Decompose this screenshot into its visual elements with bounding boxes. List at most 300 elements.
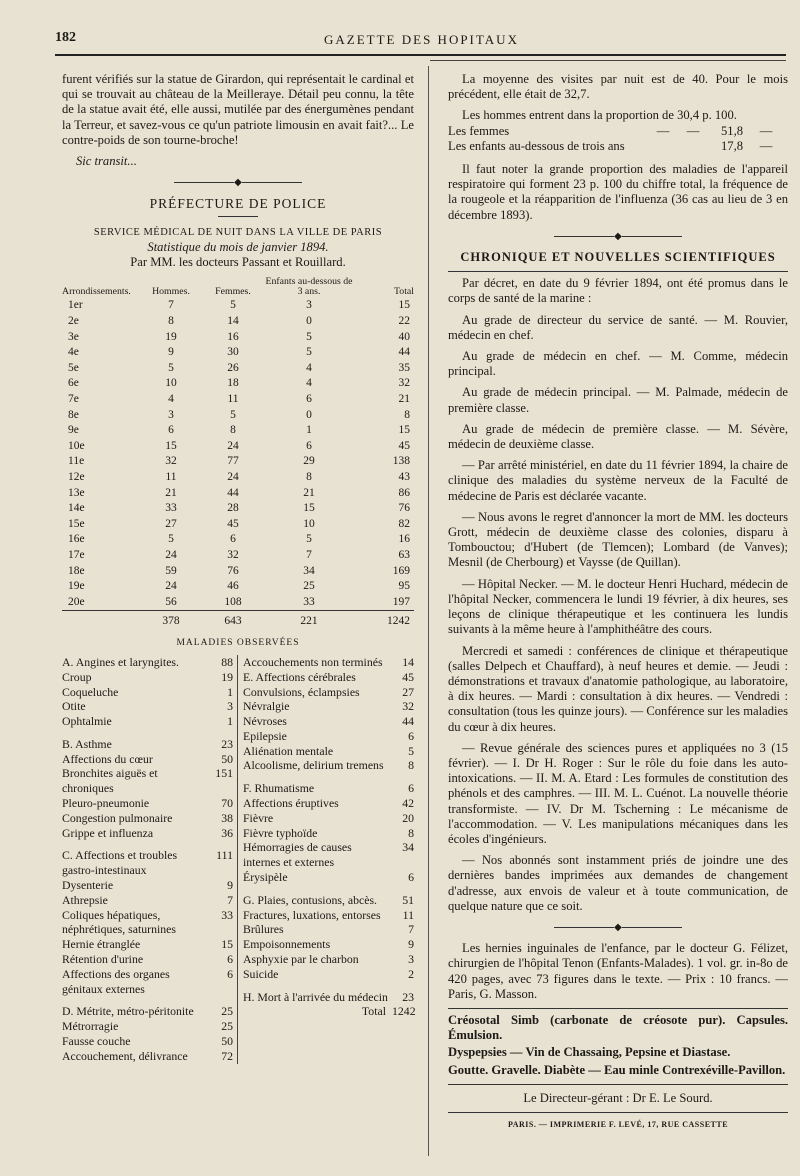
disease-name: Empoisonnements: [243, 937, 331, 952]
list-item: [243, 796, 414, 811]
table-row: [62, 517, 414, 533]
disease-name: F. Rhumatisme: [243, 781, 315, 796]
disease-count: 9: [227, 878, 233, 893]
chronique-title: CHRONIQUE ET NOUVELLES SCIENTIFIQUES: [460, 250, 776, 265]
paragraph: Mercredi et samedi : conférences de clinique et thérapeutique (salles Delpech et Chauffard), à neuf heures et demie. — Jeudi : démonstrations et travaux d'anatomie pathologique, au laboratoire, à dix heures. — Mardi : consultation à dix heures. — Vendredi : consultation (tous les quinze jours). — Conférence sur les maladies du cœur à dix heures.: [448, 643, 788, 734]
disease-count: 36: [221, 825, 233, 840]
disease-name: A. Angines et laryngites.: [62, 654, 179, 669]
disease-count: 3: [408, 952, 414, 967]
table-cell: 3: [168, 408, 174, 421]
list-item: [243, 908, 414, 923]
table-cell: 13e: [68, 486, 85, 499]
table-cell: 169: [392, 564, 410, 577]
list-item: [62, 699, 233, 714]
proportion-cell: Les femmes: [448, 123, 510, 138]
rule: [448, 271, 788, 272]
disease-count: 51: [402, 892, 414, 907]
disease-name: Ophtalmie: [62, 714, 112, 729]
disease-name: Hémorragies de causes internes et externes: [243, 840, 352, 870]
table-cell: 76: [227, 564, 239, 577]
table-cell: 32: [227, 548, 239, 561]
list-item: [62, 1004, 233, 1019]
table-row: [62, 423, 414, 439]
disease-count: 44: [402, 714, 414, 729]
table-cell: 6: [306, 392, 312, 405]
disease-count: 7: [408, 922, 414, 937]
table-cell: 25: [303, 580, 315, 593]
header-rule-secondary: [430, 60, 786, 61]
disease-count: 6: [227, 966, 233, 981]
disease-count: 25: [221, 1004, 233, 1019]
authors-line: Par MM. les docteurs Passant et Rouillard.: [130, 255, 346, 270]
table-cell: 12e: [68, 470, 85, 483]
paragraph: Il faut noter la grande proportion des maladies de l'appareil respiratoire qui forment 23 p. 100 du chiffre total, la fréquence de la rougeole et la réapparition de l'influenza (36 cas au lieu de 3 en décembre 1893).: [448, 162, 788, 222]
disease-count: 14: [402, 654, 414, 669]
list-item: [62, 766, 233, 796]
disease-name: Fièvre: [243, 810, 274, 825]
paragraph: — Par arrêté ministériel, en date du 11 février 1894, la chaire de clinique des maladies du système nerveux de la Faculté de médecine de Paris est déclarée vacante.: [448, 458, 788, 503]
table-cell: 8e: [68, 408, 79, 421]
table-cell: 1er: [68, 299, 83, 312]
disease-name: Fractures, luxations, entorses: [243, 907, 381, 922]
table-cell: 15: [398, 299, 410, 312]
list-item: [243, 729, 414, 744]
table-cell: 1242: [354, 611, 414, 630]
table-cell: 24: [165, 580, 177, 593]
table-cell: 22: [398, 315, 410, 328]
disease-count: 50: [221, 1034, 233, 1049]
disease-count: 6: [227, 952, 233, 967]
list-item: [243, 699, 414, 714]
table-cell: 40: [398, 330, 410, 343]
disease-name: Brûlures: [243, 922, 284, 937]
table-cell: 7e: [68, 392, 79, 405]
ornament-divider: ◆: [448, 229, 788, 244]
disease-count: 34: [402, 840, 414, 855]
list-item: [62, 908, 233, 938]
intro-end: Sic transit...: [76, 154, 137, 169]
table-cell: 5e: [68, 361, 79, 374]
table-cell: 14: [227, 315, 239, 328]
disease-name: H. Mort à l'arrivée du médecin: [243, 989, 388, 1004]
disease-name: Croup: [62, 669, 92, 684]
table-cell: 59: [165, 564, 177, 577]
disease-name: Congestion pulmonaire: [62, 810, 173, 825]
table-cell: 5: [168, 533, 174, 546]
table-cell: 15: [398, 424, 410, 437]
table-cell: 8: [230, 424, 236, 437]
table-cell: 0: [306, 408, 312, 421]
list-item: [243, 922, 414, 937]
table-row: [62, 485, 414, 501]
rule: [448, 1084, 788, 1085]
disease-name: Affections du cœur: [62, 751, 153, 766]
table-cell: 4: [168, 392, 174, 405]
column-divider: [428, 66, 429, 1156]
section-title: PRÉFECTURE DE POLICE: [149, 196, 327, 212]
paragraph: — Revue générale des sciences pures et appliquées no 3 (15 février). — I. Dr H. Roger : Sur le rôle du foie dans les auto-intoxications. — II. M. A. Etard : Les formules de constitution des phénols et des camphres. — III. M. L. Cuénot. La nouvelle théorie transformiste. — IV. Dr M. Tscherning : Le mécanisme de l'accommodation. — V. Les manipulations mécaniques dans les écoles d'ingénieurs.: [448, 740, 788, 846]
table-cell: 5: [168, 361, 174, 374]
disease-name: Suicide: [243, 966, 279, 981]
table-row: [62, 563, 414, 579]
disease-count: 5: [408, 743, 414, 758]
table-row: [62, 548, 414, 564]
list-gap: [243, 982, 414, 990]
table-cell: 19: [165, 330, 177, 343]
ornament-divider: ◆: [62, 175, 414, 190]
column-header: Femmes.: [215, 286, 251, 298]
proportion-block: [448, 108, 788, 154]
table-cell: 10: [303, 517, 315, 530]
disease-count: 6: [408, 781, 414, 796]
disease-name: Convulsions, éclampsies: [243, 684, 360, 699]
table-cell: 86: [398, 486, 410, 499]
list-item: [62, 737, 233, 752]
disease-name: Névralgie: [243, 699, 290, 714]
disease-name: Hernie étranglée: [62, 937, 141, 952]
left-column: [62, 72, 414, 1064]
disease-count: 72: [221, 1048, 233, 1063]
service-title: SERVICE MÉDICAL DE NUIT DANS LA VILLE DE PARIS: [93, 226, 383, 238]
maladies-title: MALADIES OBSERVÉES: [176, 637, 300, 648]
column-header: Arrondissements.: [62, 286, 131, 298]
ad-line: Dyspepsies — Vin de Chassaing, Pepsine et Diastase.: [448, 1045, 731, 1060]
list-item: [62, 848, 233, 878]
table-cell: 44: [398, 346, 410, 359]
ad-line: Créosotal Simb (carbonate de créosote pur). Capsules. Émulsion.: [448, 1012, 788, 1043]
disease-count: 15: [221, 937, 233, 952]
list-item: [62, 1049, 233, 1064]
table-cell: 56: [165, 595, 177, 608]
list-item: [62, 811, 233, 826]
table-cell: 138: [392, 455, 410, 468]
disease-name: Fièvre typhoïde: [243, 825, 318, 840]
disease-count: 32: [402, 699, 414, 714]
column-header: Total: [394, 286, 414, 298]
table-cell: 11: [227, 392, 239, 405]
disease-count: 50: [221, 751, 233, 766]
list-item: [243, 1004, 414, 1019]
table-cell: 1: [306, 424, 312, 437]
table-cell: 6: [306, 439, 312, 452]
disease-name: E. Affections cérébrales: [243, 669, 356, 684]
disease-name: G. Plaies, contusions, abcès.: [243, 892, 378, 907]
table-row: [62, 329, 414, 345]
list-item: [243, 952, 414, 967]
table-cell: 10: [165, 377, 177, 390]
disease-name: Affections des organes génitaux externes: [62, 966, 170, 996]
table-cell: 8: [306, 470, 312, 483]
statistics-body: [62, 298, 414, 629]
disease-count: 27: [402, 684, 414, 699]
table-cell: 24: [227, 470, 239, 483]
disease-name: Bronchites aiguës et chroniques: [62, 766, 158, 796]
disease-name: Grippe et influenza: [62, 825, 154, 840]
disease-count: 9: [408, 937, 414, 952]
list-gap: [243, 773, 414, 781]
column-header: Hommes.: [152, 286, 190, 298]
list-item: [62, 878, 233, 893]
table-cell: 5: [306, 330, 312, 343]
rule: [448, 1112, 788, 1113]
table-cell: 14e: [68, 502, 85, 515]
disease-name: Dysenterie: [62, 878, 114, 893]
table-row: [62, 532, 414, 548]
table-cell: 27: [165, 517, 177, 530]
proportion-cell: —: [759, 138, 773, 153]
table-cell: 18: [227, 377, 239, 390]
table-cell: 16: [398, 533, 410, 546]
table-cell: 4e: [68, 346, 79, 359]
paragraph: — Hôpital Necker. — M. le docteur Henri Huchard, médecin de l'hôpital Necker, commencera le lundi 19 février, à dix heures, ses leçons de clinique thérapeutique et les continuera les lundis suivants à la même heure à l'amphithéâtre des cours.: [448, 576, 788, 637]
list-item: [62, 826, 233, 841]
disease-name: Érysipèle: [243, 870, 288, 885]
table-cell: 4: [306, 377, 312, 390]
disease-name: B. Asthme: [62, 736, 112, 751]
header-rule: [55, 54, 786, 56]
table-cell: 76: [398, 502, 410, 515]
list-item: [62, 967, 233, 997]
table-row: [62, 314, 414, 330]
list-item: [243, 893, 414, 908]
table-cell: 15e: [68, 517, 85, 530]
table-row: [62, 470, 414, 486]
disease-count: 1: [227, 714, 233, 729]
table-cell: 15: [165, 439, 177, 452]
paragraph: Au grade de médecin en chef. — M. Comme, médecin principal.: [448, 349, 788, 379]
table-cell: 643: [202, 611, 264, 630]
list-item: [62, 685, 233, 700]
table-cell: 43: [398, 470, 410, 483]
list-item: [243, 655, 414, 670]
table-cell: 4: [306, 361, 312, 374]
table-row: [62, 439, 414, 455]
disease-count: 6: [408, 870, 414, 885]
proportion-cell: [648, 139, 678, 154]
proportion-cell: Les enfants au-dessous de trois ans: [448, 138, 625, 153]
proportion-cell: —: [656, 123, 670, 138]
column-header: Enfants au-dessous de 3 ans.: [265, 276, 353, 298]
table-cell: 10e: [68, 439, 85, 452]
table-total-row: [62, 611, 414, 630]
journal-title: GAZETTE DES HOPITAUX: [324, 32, 519, 47]
table-cell: 24: [227, 439, 239, 452]
list-item: [243, 670, 414, 685]
table-cell: 34: [303, 564, 315, 577]
table-cell: 20e: [68, 595, 85, 608]
disease-count: 45: [402, 669, 414, 684]
proportion-row: [448, 139, 788, 154]
table-cell: 32: [165, 455, 177, 468]
disease-count: 1: [227, 684, 233, 699]
book-notice: Les hernies inguinales de l'enfance, par le docteur G. Félizet, chirurgien de l'hôpital Tenon (Enfants-Malades). 1 vol. gr. in-8o de 420 pages, avec 73 figures dans le texte. — Prix : 10 francs. — Paris, G. Masson.: [448, 941, 788, 1001]
table-cell: 82: [398, 517, 410, 530]
table-header-row: [62, 276, 414, 298]
table-cell: 221: [264, 611, 354, 630]
list-item: [62, 952, 233, 967]
disease-name: Rétention d'urine: [62, 952, 144, 967]
statistics-table: [62, 276, 414, 629]
table-cell: 26: [227, 361, 239, 374]
proportion-row: [448, 124, 788, 139]
proportion-cell: [678, 139, 708, 154]
table-cell: 0: [306, 315, 312, 328]
ornament-divider: ◆: [448, 920, 788, 935]
proportion-intro: Les hommes entrent dans la proportion de 30,4 p. 100.: [462, 108, 737, 123]
director-line: Le Directeur-gérant : Dr E. Le Sourd.: [523, 1090, 713, 1105]
list-item: [243, 781, 414, 796]
disease-name: Epilepsie: [243, 728, 287, 743]
maladies-right-list: [238, 655, 414, 1064]
disease-name: Coliques hépatiques, néphrétiques, saturnines: [62, 907, 177, 937]
list-item: [62, 893, 233, 908]
paragraph: — Nous avons le regret d'annoncer la mort de MM. les docteurs Grott, médecin de deuxième classe des colonies, disparu à Tombouctou; d'Hubert (de Tlemcen); Lombard (de Vanves); Mesnil (de Cherbourg) et Vaysse (de Quillan).: [448, 509, 788, 570]
page-number: 182: [55, 30, 76, 45]
table-cell: 3e: [68, 330, 79, 343]
table-cell: 6: [168, 424, 174, 437]
disease-count: 8: [408, 758, 414, 773]
list-item: [243, 990, 414, 1005]
disease-count: 8: [408, 825, 414, 840]
proportion-cell: —: [759, 123, 773, 138]
table-cell: 29: [303, 455, 315, 468]
right-column: [448, 72, 788, 1132]
table-cell: 17e: [68, 548, 85, 561]
disease-name: Névroses: [243, 714, 287, 729]
list-gap: [62, 840, 233, 848]
table-cell: [62, 611, 140, 630]
disease-name: Pleuro-pneumonie: [62, 796, 150, 811]
disease-name: D. Métrite, métro-péritonite: [62, 1004, 194, 1019]
table-cell: 21: [303, 486, 315, 499]
table-cell: 44: [227, 486, 239, 499]
disease-name: Accouchement, délivrance: [62, 1048, 188, 1063]
table-cell: 16: [227, 330, 239, 343]
proportion-cell: 17,8: [720, 138, 744, 153]
table-cell: 5: [306, 533, 312, 546]
table-row: [62, 345, 414, 361]
disease-count: 111: [216, 848, 233, 863]
list-item: [243, 811, 414, 826]
proportion-cell: —: [686, 123, 700, 138]
list-item: [243, 714, 414, 729]
disease-name: Alcoolisme, delirium tremens: [243, 758, 384, 773]
table-cell: 18e: [68, 564, 85, 577]
list-gap: [62, 996, 233, 1004]
list-item: [62, 714, 233, 729]
table-row: [62, 361, 414, 377]
table-row: [62, 501, 414, 517]
list-item: [62, 655, 233, 670]
disease-name: Asphyxie par le charbon: [243, 952, 359, 967]
disease-name: Métrorragie: [62, 1019, 119, 1034]
table-cell: 8: [404, 408, 410, 421]
table-row: [62, 595, 414, 611]
list-item: [243, 685, 414, 700]
disease-name: Athrepsie: [62, 892, 108, 907]
table-row: [62, 298, 414, 314]
table-cell: 35: [398, 361, 410, 374]
table-row: [62, 392, 414, 408]
paragraph: Au grade de médecin de première classe. — M. Sévère, médecin de deuxième classe.: [448, 421, 788, 452]
paragraph: La moyenne des visites par nuit est de 40. Pour le mois précédent, elle était de 32,7.: [448, 72, 788, 102]
table-cell: 30: [227, 346, 239, 359]
disease-name: C. Affections et troubles gastro-intestinaux: [62, 848, 178, 878]
disease-count: 6: [408, 728, 414, 743]
paragraph: Par décret, en date du 9 février 1894, ont été promus dans le corps de santé de la marine :: [448, 276, 788, 306]
list-item: [62, 1019, 233, 1034]
list-item: [243, 826, 414, 841]
table-cell: 5: [230, 408, 236, 421]
disease-count: 70: [221, 796, 233, 811]
disease-name: Total: [361, 1004, 386, 1019]
proportion-cell: 51,8: [720, 123, 744, 138]
disease-count: 2: [408, 966, 414, 981]
small-rule: [218, 216, 258, 217]
intro-paragraph: furent vérifiés sur la statue de Girardon, qui représentait le cardinal et qui se trouvait au château de la Meilleraye. Détail peu connu, la tête de la statue avait été, elle aussi, mutilée par des énergumènes pendant la Terreur, et savez-vous ce qu'un patriote limousin en avait fait?... Le contre-poids de son tourne-broche!: [62, 72, 414, 147]
disease-name: Accouchements non terminés: [243, 654, 383, 669]
proportion-rows: [448, 124, 788, 154]
printer-line: PARIS. — IMPRIMERIE F. LEVÉ, 17, RUE CASSETTE: [507, 1119, 729, 1129]
table-cell: 11: [165, 470, 177, 483]
table-cell: 16e: [68, 533, 85, 546]
table-cell: 21: [165, 486, 177, 499]
table-cell: 32: [398, 377, 410, 390]
list-gap: [243, 885, 414, 893]
table-cell: 63: [398, 548, 410, 561]
disease-count: 3: [227, 699, 233, 714]
disease-count: 7: [227, 892, 233, 907]
table-cell: 15: [303, 502, 315, 515]
disease-count: 20: [402, 810, 414, 825]
disease-count: 25: [221, 1019, 233, 1034]
list-item: [243, 937, 414, 952]
table-cell: 9: [168, 346, 174, 359]
disease-count: 23: [402, 989, 414, 1004]
page-header: [55, 30, 788, 54]
list-item: [62, 796, 233, 811]
disease-name: Affections éruptives: [243, 796, 339, 811]
table-cell: 24: [165, 548, 177, 561]
table-cell: 7: [168, 299, 174, 312]
disease-count: 19: [221, 669, 233, 684]
disease-name: Fausse couche: [62, 1034, 131, 1049]
ad-line: Goutte. Gravelle. Diabète — Eau minle Contrexéville-Pavillon.: [448, 1062, 786, 1077]
table-cell: 33: [165, 502, 177, 515]
disease-count: 88: [221, 654, 233, 669]
table-row: [62, 454, 414, 470]
table-cell: 6: [230, 533, 236, 546]
table-cell: 5: [306, 346, 312, 359]
paragraph: Au grade de médecin principal. — M. Palmade, médecin de première classe.: [448, 385, 788, 415]
table-cell: 5: [230, 299, 236, 312]
list-item: [62, 670, 233, 685]
table-cell: 2e: [68, 315, 79, 328]
table-cell: 108: [224, 595, 242, 608]
table-cell: 378: [140, 611, 202, 630]
disease-name: Coqueluche: [62, 684, 119, 699]
list-item: [243, 744, 414, 759]
table-cell: 77: [227, 455, 239, 468]
table-cell: 19e: [68, 580, 85, 593]
disease-name: Aliénation mentale: [243, 743, 334, 758]
table-cell: 7: [306, 548, 312, 561]
disease-count: 42: [402, 796, 414, 811]
list-item: [243, 870, 414, 885]
table-cell: 3: [306, 299, 312, 312]
list-item: [62, 752, 233, 767]
table-cell: 45: [227, 517, 239, 530]
